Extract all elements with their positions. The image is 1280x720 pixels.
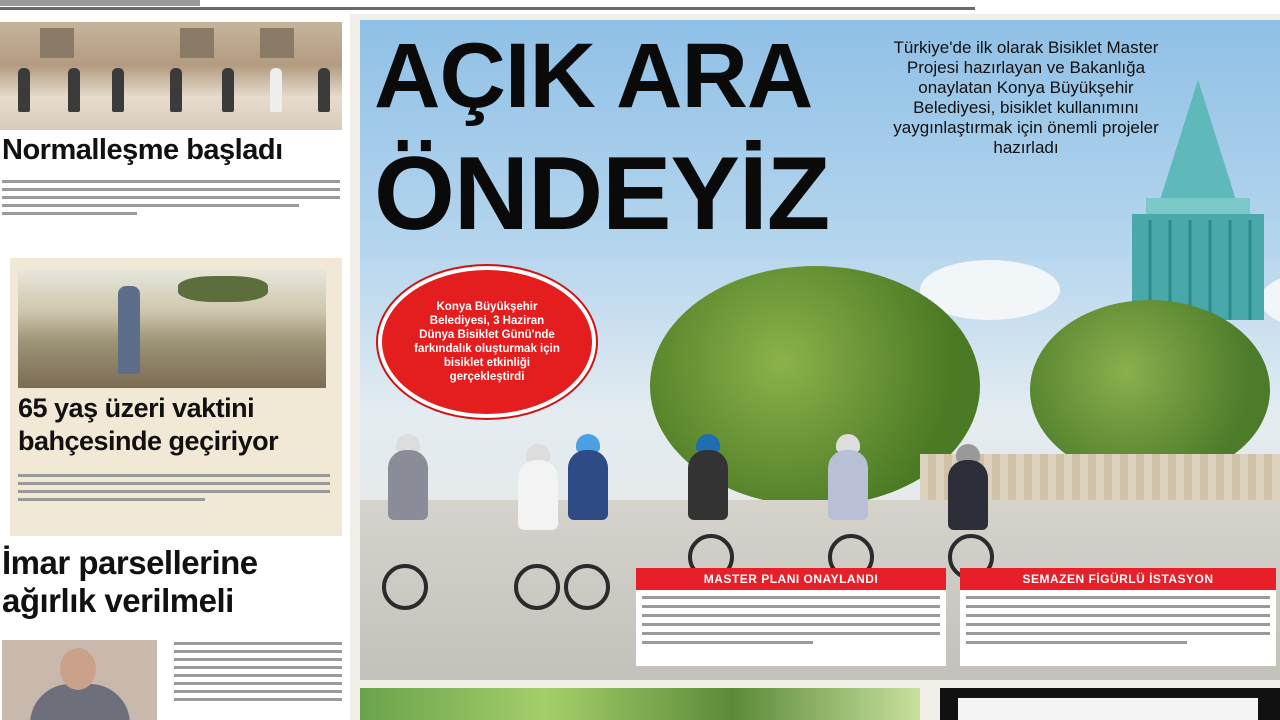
- photo-window: [260, 28, 294, 58]
- photo-person: [170, 68, 182, 112]
- bottom-strip: [360, 688, 1280, 720]
- bottom-photo: [360, 688, 920, 720]
- caption-box-master-plan: [636, 568, 946, 666]
- photo-person: [68, 68, 80, 112]
- tree-right: [1030, 300, 1270, 480]
- story2-headline-line1: 65 yaş üzeri vaktini: [18, 393, 255, 423]
- main-headline-line2[interactable]: ÖNDEYİZ: [374, 136, 830, 252]
- photo-person: [112, 68, 124, 112]
- cyclist: [560, 450, 620, 610]
- cyclist: [940, 460, 1000, 580]
- caption-box-semazen: [960, 568, 1276, 666]
- top-strip: [0, 0, 1280, 14]
- photo-window: [180, 28, 214, 58]
- photo-window: [40, 28, 74, 58]
- main-intro-text: Türkiye'de ilk olarak Bisiklet Master Projesi hazırlayan ve Bakanlığa onaylatan Konya Büyükşehir Belediyesi, bisiklet kullanımını yaygınlaştırmak için önemli projeler hazırladı: [893, 38, 1159, 157]
- caption-title-semazen: SEMAZEN FİGÜRLÜ İSTASYON: [960, 568, 1276, 590]
- photo-person: [270, 68, 282, 112]
- cyclist: [380, 450, 440, 610]
- photo-person: [318, 68, 330, 112]
- photo-person: [18, 68, 30, 112]
- story3-body: [174, 642, 342, 706]
- story3-headline-line2: ağırlık verilmeli: [2, 582, 234, 619]
- main-story: [360, 20, 1280, 680]
- story1-body: [2, 180, 340, 220]
- photo-person: [222, 68, 234, 112]
- photo-head: [60, 648, 96, 690]
- story2-body: [18, 474, 330, 506]
- story2-photo: [18, 270, 326, 388]
- top-gray-strip: [0, 0, 200, 6]
- top-rule: [0, 7, 975, 10]
- cyclist: [680, 450, 740, 580]
- story2-headline[interactable]: [18, 392, 278, 458]
- caption-title-master-plan: MASTER PLANI ONAYLANDI: [636, 568, 946, 590]
- story1-photo: [0, 22, 342, 130]
- main-headline-line1[interactable]: AÇIK ARA: [374, 25, 813, 127]
- photo-tree: [178, 276, 268, 302]
- cyclist: [820, 450, 880, 580]
- bottom-ad[interactable]: [940, 688, 1280, 720]
- story3-headline-line1: İmar parsellerine: [2, 544, 258, 581]
- story3-photo: [2, 640, 157, 720]
- story1-headline[interactable]: Normalleşme başladı: [2, 134, 283, 166]
- bottom-ad-panel: [958, 698, 1258, 720]
- photo-farmer: [118, 286, 140, 374]
- story3-headline[interactable]: [2, 544, 258, 620]
- red-callout-oval: Konya Büyükşehir Belediyesi, 3 Haziran Dünya Bisiklet Günü'nde farkındalık oluşturmak için bisiklet etkinliği gerçekleştirdi: [378, 266, 596, 418]
- story2-headline-line2: bahçesinde geçiriyor: [18, 426, 279, 456]
